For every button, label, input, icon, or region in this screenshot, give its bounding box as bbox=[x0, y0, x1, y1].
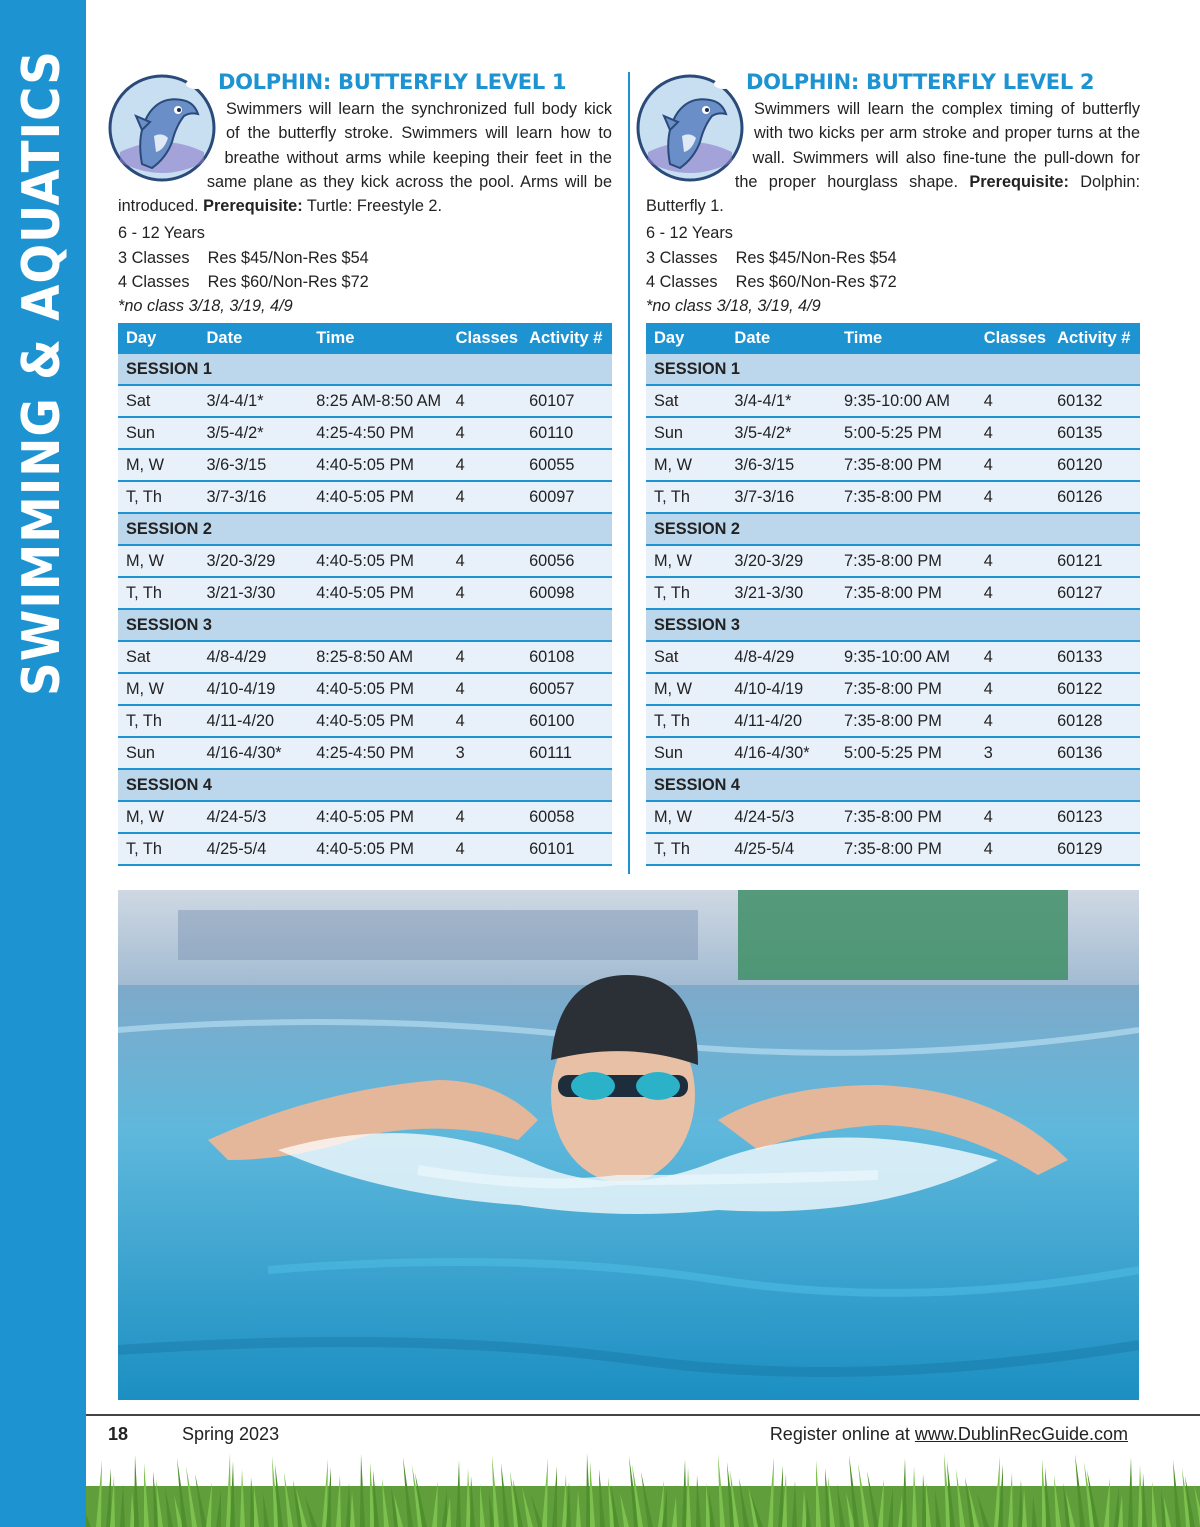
table-cell: 7:35-8:00 PM bbox=[836, 833, 976, 865]
table-row bbox=[646, 449, 1140, 481]
table-cell: 3 bbox=[976, 737, 1049, 769]
sidebar bbox=[0, 0, 86, 1527]
table-cell: 4 bbox=[448, 577, 521, 609]
table-row bbox=[646, 833, 1140, 865]
table-cell: T, Th bbox=[646, 705, 726, 737]
table-cell: 4:40-5:05 PM bbox=[308, 545, 447, 577]
session-header-row bbox=[118, 769, 612, 801]
dolphin-mascot-icon bbox=[106, 72, 218, 184]
table-cell: T, Th bbox=[646, 481, 726, 513]
session-label: SESSION 2 bbox=[646, 513, 1140, 545]
swimmer-photo bbox=[118, 890, 1139, 1400]
table-cell: Sat bbox=[646, 641, 726, 673]
table-cell: 3/6-3/15 bbox=[199, 449, 309, 481]
table-row bbox=[118, 481, 612, 513]
table-cell: 7:35-8:00 PM bbox=[836, 481, 976, 513]
ages: 6 - 12 Years bbox=[118, 224, 205, 243]
table-row bbox=[118, 737, 612, 769]
table-cell: 7:35-8:00 PM bbox=[836, 705, 976, 737]
table-cell: 4/16-4/30* bbox=[199, 737, 309, 769]
table-cell: 4 bbox=[976, 449, 1049, 481]
table-cell: 4 bbox=[976, 705, 1049, 737]
table-cell: Sat bbox=[118, 385, 199, 417]
table-cell: 4/10-4/19 bbox=[199, 673, 309, 705]
table-cell: 7:35-8:00 PM bbox=[836, 449, 976, 481]
table-cell: 3/20-3/29 bbox=[726, 545, 836, 577]
table-cell: M, W bbox=[118, 801, 199, 833]
column-divider bbox=[628, 72, 630, 874]
table-cell: M, W bbox=[646, 449, 726, 481]
course-level-1 bbox=[118, 68, 612, 866]
table-cell: 4:25-4:50 PM bbox=[308, 737, 447, 769]
price-3-classes: 3 Classes Res $45/Non-Res $54 bbox=[118, 248, 369, 267]
session-header-row bbox=[118, 354, 612, 385]
table-cell: 3/21-3/30 bbox=[726, 577, 836, 609]
table-cell: Sun bbox=[646, 737, 726, 769]
table-cell: 4 bbox=[448, 641, 521, 673]
table-row bbox=[118, 385, 612, 417]
session-header-row bbox=[118, 609, 612, 641]
table-row bbox=[118, 577, 612, 609]
course-description: Swimmers will learn the synchronized full body kick of the butterfly stroke. Swimmers will learn how to breathe without arms while keeping their feet in the same plane as they kick across the pool. Arms will be introduced. Prerequisite: Turtle: Freestyle 2. bbox=[118, 100, 612, 216]
column-header: Day bbox=[646, 323, 726, 354]
table-cell: 3/21-3/30 bbox=[199, 577, 309, 609]
course-title: DOLPHIN: BUTTERFLY LEVEL 2 bbox=[746, 70, 1095, 94]
table-cell: 4 bbox=[976, 833, 1049, 865]
column-header: Classes bbox=[976, 323, 1049, 354]
ages: 6 - 12 Years bbox=[646, 224, 733, 243]
table-row bbox=[118, 833, 612, 865]
course-title: DOLPHIN: BUTTERFLY LEVEL 1 bbox=[218, 70, 567, 94]
table-cell: 60098 bbox=[521, 577, 612, 609]
table-cell: 4/25-5/4 bbox=[726, 833, 836, 865]
table-cell: 60123 bbox=[1049, 801, 1140, 833]
course-level-2 bbox=[646, 68, 1140, 866]
table-cell: 7:35-8:00 PM bbox=[836, 801, 976, 833]
session-header-row bbox=[118, 513, 612, 545]
table-cell: 60128 bbox=[1049, 705, 1140, 737]
table-cell: 4 bbox=[448, 673, 521, 705]
table-cell: 60100 bbox=[521, 705, 612, 737]
table-cell: 4 bbox=[448, 385, 521, 417]
table-row bbox=[646, 577, 1140, 609]
table-cell: 3/4-4/1* bbox=[199, 385, 309, 417]
session-header-row bbox=[646, 769, 1140, 801]
table-cell: 5:00-5:25 PM bbox=[836, 737, 976, 769]
course-info bbox=[118, 221, 612, 318]
schedule-table bbox=[646, 323, 1140, 866]
price-4-classes: 4 Classes Res $60/Non-Res $72 bbox=[646, 272, 897, 291]
table-row bbox=[118, 673, 612, 705]
table-cell: 3/7-3/16 bbox=[726, 481, 836, 513]
table-cell: 4 bbox=[976, 673, 1049, 705]
table-cell: 4:40-5:05 PM bbox=[308, 673, 447, 705]
table-cell: 4 bbox=[448, 417, 521, 449]
table-cell: 4:40-5:05 PM bbox=[308, 481, 447, 513]
footer-rule bbox=[86, 1414, 1200, 1416]
table-cell: Sat bbox=[118, 641, 199, 673]
table-cell: 60101 bbox=[521, 833, 612, 865]
table-cell: 60132 bbox=[1049, 385, 1140, 417]
table-row bbox=[646, 417, 1140, 449]
table-cell: M, W bbox=[646, 673, 726, 705]
session-label: SESSION 1 bbox=[118, 354, 612, 385]
table-cell: 4 bbox=[976, 545, 1049, 577]
table-cell: 4 bbox=[448, 801, 521, 833]
dolphin-mascot-icon bbox=[634, 72, 746, 184]
column-header: Activity # bbox=[1049, 323, 1140, 354]
table-cell: 4 bbox=[448, 705, 521, 737]
table-cell: 4:40-5:05 PM bbox=[308, 577, 447, 609]
no-class-note: *no class 3/18, 3/19, 4/9 bbox=[118, 297, 293, 316]
table-cell: 7:35-8:00 PM bbox=[836, 545, 976, 577]
table-cell: 60056 bbox=[521, 545, 612, 577]
table-cell: Sat bbox=[646, 385, 726, 417]
register-link[interactable]: www.DublinRecGuide.com bbox=[914, 1424, 1128, 1444]
table-cell: M, W bbox=[646, 545, 726, 577]
table-cell: 60136 bbox=[1049, 737, 1140, 769]
season-label: Spring 2023 bbox=[182, 1424, 280, 1444]
grass-decoration bbox=[86, 1446, 1200, 1527]
table-row bbox=[118, 417, 612, 449]
table-cell: 60135 bbox=[1049, 417, 1140, 449]
table-cell: 60107 bbox=[521, 385, 612, 417]
table-cell: 3/5-4/2* bbox=[199, 417, 309, 449]
course-info bbox=[646, 221, 1140, 318]
session-label: SESSION 2 bbox=[118, 513, 612, 545]
table-cell: M, W bbox=[646, 801, 726, 833]
table-row bbox=[646, 737, 1140, 769]
table-cell: 4:25-4:50 PM bbox=[308, 417, 447, 449]
table-cell: 4/8-4/29 bbox=[726, 641, 836, 673]
price-4-classes: 4 Classes Res $60/Non-Res $72 bbox=[118, 272, 369, 291]
table-cell: 60058 bbox=[521, 801, 612, 833]
table-cell: 3/6-3/15 bbox=[726, 449, 836, 481]
table-cell: 4 bbox=[448, 481, 521, 513]
session-label: SESSION 4 bbox=[118, 769, 612, 801]
table-cell: 9:35-10:00 AM bbox=[836, 385, 976, 417]
table-header-row bbox=[118, 323, 612, 354]
table-cell: 60127 bbox=[1049, 577, 1140, 609]
column-header: Time bbox=[836, 323, 976, 354]
table-cell: 9:35-10:00 AM bbox=[836, 641, 976, 673]
table-cell: 4:40-5:05 PM bbox=[308, 705, 447, 737]
table-cell: 60133 bbox=[1049, 641, 1140, 673]
register-text: Register online at www.DublinRecGuide.com bbox=[769, 1424, 1128, 1444]
table-cell: 60126 bbox=[1049, 481, 1140, 513]
table-cell: 3 bbox=[448, 737, 521, 769]
table-cell: 4 bbox=[976, 417, 1049, 449]
table-row bbox=[118, 801, 612, 833]
table-row bbox=[646, 641, 1140, 673]
table-cell: 4 bbox=[976, 801, 1049, 833]
table-row bbox=[646, 705, 1140, 737]
table-row bbox=[118, 545, 612, 577]
table-cell: 4/10-4/19 bbox=[726, 673, 836, 705]
table-cell: Sun bbox=[118, 737, 199, 769]
no-class-note: *no class 3/18, 3/19, 4/9 bbox=[646, 297, 821, 316]
page-number: 18 bbox=[108, 1424, 129, 1444]
schedule-table bbox=[118, 323, 612, 866]
table-cell: 4/8-4/29 bbox=[199, 641, 309, 673]
table-cell: 5:00-5:25 PM bbox=[836, 417, 976, 449]
table-cell: 60120 bbox=[1049, 449, 1140, 481]
table-cell: 8:25-8:50 AM bbox=[308, 641, 447, 673]
table-cell: 4 bbox=[448, 833, 521, 865]
table-cell: 4:40-5:05 PM bbox=[308, 833, 447, 865]
table-row bbox=[646, 801, 1140, 833]
table-cell: 4 bbox=[976, 577, 1049, 609]
session-label: SESSION 4 bbox=[646, 769, 1140, 801]
table-cell: 8:25 AM-8:50 AM bbox=[308, 385, 447, 417]
table-cell: 60110 bbox=[521, 417, 612, 449]
table-cell: 7:35-8:00 PM bbox=[836, 577, 976, 609]
table-cell: T, Th bbox=[118, 705, 199, 737]
table-cell: 60122 bbox=[1049, 673, 1140, 705]
table-cell: T, Th bbox=[646, 833, 726, 865]
table-row bbox=[118, 641, 612, 673]
table-cell: 60121 bbox=[1049, 545, 1140, 577]
column-header: Time bbox=[308, 323, 447, 354]
table-cell: 60057 bbox=[521, 673, 612, 705]
price-3-classes: 3 Classes Res $45/Non-Res $54 bbox=[646, 248, 897, 267]
table-cell: 60097 bbox=[521, 481, 612, 513]
table-cell: 4/11-4/20 bbox=[726, 705, 836, 737]
table-cell: 60129 bbox=[1049, 833, 1140, 865]
table-cell: 60108 bbox=[521, 641, 612, 673]
table-cell: M, W bbox=[118, 545, 199, 577]
table-cell: 60055 bbox=[521, 449, 612, 481]
table-cell: 3/5-4/2* bbox=[726, 417, 836, 449]
session-header-row bbox=[646, 513, 1140, 545]
table-cell: 3/4-4/1* bbox=[726, 385, 836, 417]
table-cell: T, Th bbox=[118, 577, 199, 609]
table-cell: 3/7-3/16 bbox=[199, 481, 309, 513]
table-cell: 4 bbox=[976, 641, 1049, 673]
table-cell: 4 bbox=[976, 385, 1049, 417]
table-cell: T, Th bbox=[646, 577, 726, 609]
table-row bbox=[118, 449, 612, 481]
table-cell: 4/11-4/20 bbox=[199, 705, 309, 737]
session-label: SESSION 1 bbox=[646, 354, 1140, 385]
table-cell: 4/25-5/4 bbox=[199, 833, 309, 865]
table-cell: 3/20-3/29 bbox=[199, 545, 309, 577]
table-header-row bbox=[646, 323, 1140, 354]
section-title: SWIMMING & AQUATICS bbox=[12, 50, 72, 696]
column-header: Date bbox=[726, 323, 836, 354]
table-cell: T, Th bbox=[118, 833, 199, 865]
table-cell: Sun bbox=[646, 417, 726, 449]
table-cell: 4 bbox=[448, 545, 521, 577]
session-label: SESSION 3 bbox=[118, 609, 612, 641]
column-header: Day bbox=[118, 323, 199, 354]
session-header-row bbox=[646, 609, 1140, 641]
column-header: Activity # bbox=[521, 323, 612, 354]
session-header-row bbox=[646, 354, 1140, 385]
table-cell: Sun bbox=[118, 417, 199, 449]
table-row bbox=[646, 385, 1140, 417]
course-description: Swimmers will learn the complex timing of butterfly with two kicks per arm stroke and proper turns at the wall. Swimmers will also fine-tune the pull-down for the proper hourglass shape. Prerequisite: Dolphin: Butterfly 1. bbox=[646, 100, 1140, 216]
table-row bbox=[646, 481, 1140, 513]
table-cell: 4/16-4/30* bbox=[726, 737, 836, 769]
table-cell: 4/24-5/3 bbox=[726, 801, 836, 833]
table-cell: T, Th bbox=[118, 481, 199, 513]
table-cell: 4:40-5:05 PM bbox=[308, 801, 447, 833]
table-cell: 4 bbox=[448, 449, 521, 481]
table-cell: M, W bbox=[118, 673, 199, 705]
table-row bbox=[646, 545, 1140, 577]
table-cell: M, W bbox=[118, 449, 199, 481]
column-header: Classes bbox=[448, 323, 521, 354]
session-label: SESSION 3 bbox=[646, 609, 1140, 641]
table-row bbox=[118, 705, 612, 737]
table-cell: 4 bbox=[976, 481, 1049, 513]
table-cell: 7:35-8:00 PM bbox=[836, 673, 976, 705]
table-cell: 4/24-5/3 bbox=[199, 801, 309, 833]
column-header: Date bbox=[199, 323, 309, 354]
table-cell: 4:40-5:05 PM bbox=[308, 449, 447, 481]
table-row bbox=[646, 673, 1140, 705]
table-cell: 60111 bbox=[521, 737, 612, 769]
